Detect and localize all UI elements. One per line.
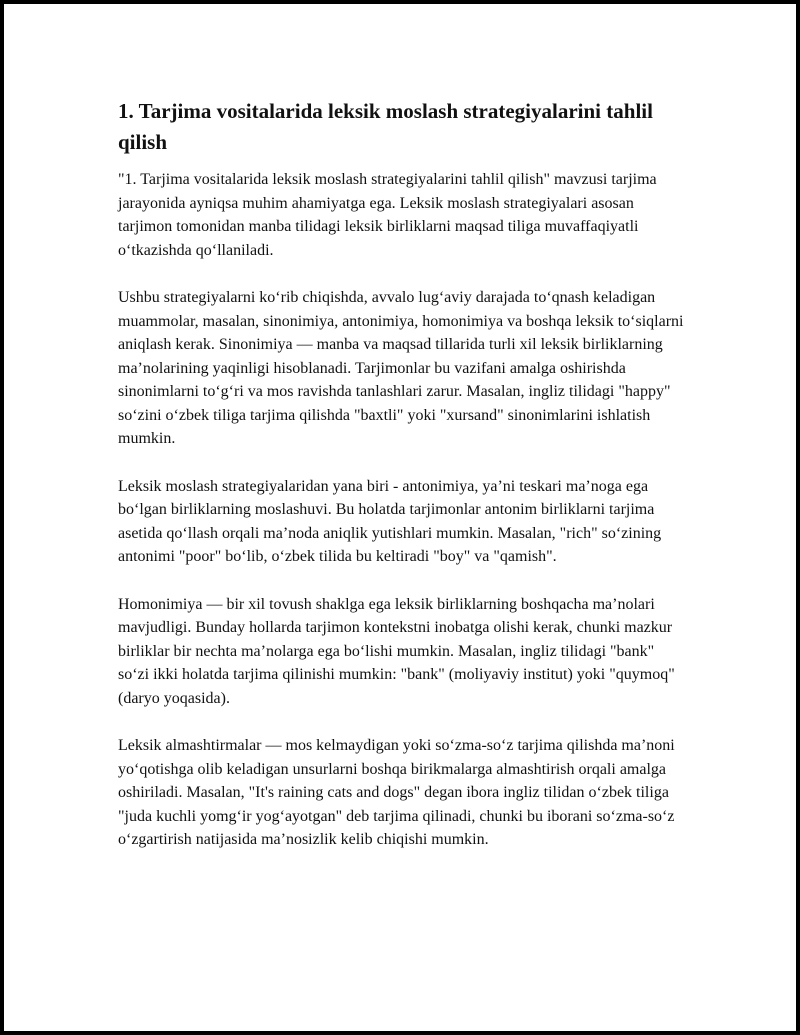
paragraph-lexical-substitution: Leksik almashtirmalar — mos kelmaydigan yoki so‘zma-so‘z tarjima qilishda ma’noni yo‘qotishga olib keladigan unsurlarni boshqa birikmalarga almashtirish orqali amalga oshiriladi. Masalan, "It's raining cats and dogs" degan ibora ingliz tilidan o‘zbek tiliga "juda kuchli yomg‘ir yog‘ayotgan" deb tarjima qilinadi, chunki bu iborani so‘zma-so‘z o‘zgartirish natijasida ma’nosizlik kelib chiqishi mumkin. bbox=[118, 737, 675, 848]
paragraph-synonymy: Ushbu strategiyalarni ko‘rib chiqishda, avvalo lug‘aviy darajada to‘qnash keladigan muammolar, masalan, sinonimiya, antonimiya, homonimiya va boshqa leksik to‘siqlarni aniqlash kerak. Sinonimiya — manba va maqsad tillarida turli xil leksik birliklarning ma’nolarining yaqinligi hisoblanadi. Tarjimonlar bu vazifani amalga oshirishda sinonimlarni to‘g‘ri va mos ravishda tanlashlari zarur. Masalan, ingliz tilidagi "happy" so‘zini o‘zbek tiliga tarjima qilishda "baxtli" yoki "xursand" sinonimlarini ishlatish mumkin. bbox=[118, 289, 684, 447]
document-title: 1. Tarjima vositalarida leksik moslash strategiyalarini tahlil qilish bbox=[118, 99, 653, 154]
document-content bbox=[118, 96, 684, 876]
paragraph-antonymy: Leksik moslash strategiyalaridan yana biri - antonimiya, ya’ni teskari ma’noga ega bo‘lgan birliklarning moslashuvi. Bu holatda tarjimonlar antonim birliklarni tarjima asetida qo‘llash orqali ma’noda aniqlik yutishlari mumkin. Masalan, "rich" so‘zining antonimi "poor" bo‘lib, o‘zbek tilida bu keltiradi "boy" va "qamish". bbox=[118, 477, 662, 565]
paragraph-intro: "1. Tarjima vositalarida leksik moslash strategiyalarini tahlil qilish" mavzusi tarjima jarayonida ayniqsa muhim ahamiyatga ega. Leksik moslash strategiyalari asosan tarjimon tomonidan manba tilidagi leksik birliklarni maqsad tiliga muvaffaqiyatli o‘tkazishda qo‘llaniladi. bbox=[118, 171, 657, 259]
paragraph-homonymy: Homonimiya — bir xil tovush shaklga ega leksik birliklarning boshqacha ma’nolari mavjudligi. Bunday hollarda tarjimon kontekstni inobatga olishi kerak, chunki mazkur birliklar bir nechta ma’nolarga ega bo‘lishi mumkin. Masalan, ingliz tilidagi "bank" so‘zi ikki holatda tarjima qilinishi mumkin: "bank" (moliyaviy institut) yoki "quymoq" (daryo yoqasida). bbox=[118, 595, 675, 707]
